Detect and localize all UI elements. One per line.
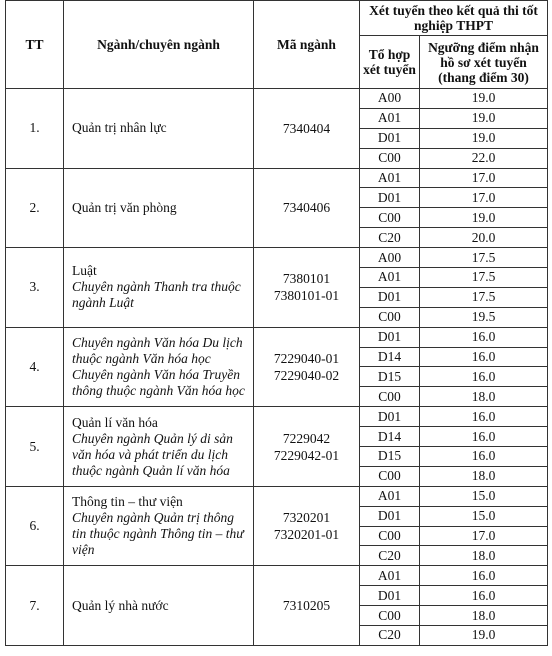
row-number: 3.: [6, 248, 64, 328]
threshold-score: 17.0: [420, 168, 548, 188]
major-code: 7340404: [282, 120, 331, 136]
major-code: 7229040-01: [273, 350, 340, 366]
major-cell: [64, 327, 254, 407]
major-cell: [64, 566, 254, 646]
subject-combination: A00: [360, 248, 420, 268]
major-code: 7320201: [282, 510, 331, 526]
admission-score-table: [5, 0, 548, 646]
threshold-score: 18.0: [420, 387, 548, 407]
subject-combination: C20: [360, 228, 420, 248]
subject-combination: C00: [360, 208, 420, 228]
threshold-score: 16.0: [420, 586, 548, 606]
threshold-score: 19.0: [420, 208, 548, 228]
major-code: 7320201-01: [273, 527, 340, 543]
major-name: Thông tin – thư viện: [72, 494, 183, 510]
major-code: 7229040-02: [273, 367, 340, 383]
subject-combination: A01: [360, 566, 420, 586]
header-threshold: Ngưỡng điểm nhận hồ sơ xét tuyển (thang điểm 30): [420, 36, 548, 89]
subject-combination: C00: [360, 148, 420, 168]
table-row: [6, 407, 548, 427]
table-row: [6, 89, 548, 109]
threshold-score: 15.0: [420, 506, 548, 526]
major-cell: [64, 89, 254, 169]
major-code: 7310205: [282, 598, 331, 614]
major-code-cell: [254, 566, 360, 646]
threshold-score: 16.0: [420, 367, 548, 387]
threshold-score: 17.0: [420, 188, 548, 208]
table-row: [6, 486, 548, 506]
table-row: [6, 566, 548, 586]
major-code: 7380101-01: [273, 288, 340, 304]
subject-combination: D01: [360, 287, 420, 307]
subject-combination: C00: [360, 606, 420, 626]
threshold-score: 17.5: [420, 248, 548, 268]
threshold-score: 17.5: [420, 287, 548, 307]
major-name: Quản lý nhà nước: [72, 597, 169, 613]
major-code: 7340406: [282, 200, 331, 216]
header-code: Mã ngành: [254, 1, 360, 89]
subject-combination: D01: [360, 506, 420, 526]
threshold-score: 19.0: [420, 108, 548, 128]
table-row: [6, 168, 548, 188]
threshold-score: 17.5: [420, 268, 548, 288]
major-cell: [64, 168, 254, 248]
subject-combination: A01: [360, 486, 420, 506]
threshold-score: 18.0: [420, 546, 548, 566]
subject-combination: D01: [360, 188, 420, 208]
subject-combination: C00: [360, 466, 420, 486]
subject-combination: C00: [360, 387, 420, 407]
threshold-score: 16.0: [420, 566, 548, 586]
specialization-name: Chuyên ngành Quản trị thông tin thuộc ngành Thông tin – thư viện: [72, 510, 244, 558]
major-code-cell: [254, 248, 360, 328]
subject-combination: D01: [360, 327, 420, 347]
row-number: 6.: [6, 486, 64, 566]
specialization-name: Chuyên ngành Quản lý di sản văn hóa và phát triển du lịch thuộc ngành Quản lí văn hóa: [72, 430, 233, 478]
major-cell: [64, 486, 254, 566]
header-tt: TT: [6, 1, 64, 89]
major-code: 7380101: [282, 271, 331, 287]
header-combination: Tổ hợp xét tuyển: [360, 36, 420, 89]
table-body: [6, 89, 548, 646]
major-code-cell: [254, 486, 360, 566]
threshold-score: 16.0: [420, 427, 548, 447]
threshold-score: 15.0: [420, 486, 548, 506]
row-number: 1.: [6, 89, 64, 169]
subject-combination: C20: [360, 626, 420, 646]
threshold-score: 17.0: [420, 526, 548, 546]
major-code-cell: [254, 407, 360, 487]
major-code: 7229042: [282, 430, 331, 446]
threshold-score: 19.0: [420, 89, 548, 109]
subject-combination: D14: [360, 427, 420, 447]
subject-combination: D15: [360, 367, 420, 387]
specialization-name: Chuyên ngành Thanh tra thuộc ngành Luật: [72, 279, 241, 311]
threshold-score: 16.0: [420, 447, 548, 467]
major-code-cell: [254, 168, 360, 248]
table-row: [6, 248, 548, 268]
header-group: Xét tuyển theo kết quả thi tốt nghiệp THPT: [360, 1, 548, 36]
subject-combination: C00: [360, 526, 420, 546]
subject-combination: C20: [360, 546, 420, 566]
admission-table-wrapper: [5, 0, 548, 646]
major-code: 7229042-01: [273, 447, 340, 463]
row-number: 5.: [6, 407, 64, 487]
subject-combination: A01: [360, 168, 420, 188]
threshold-score: 22.0: [420, 148, 548, 168]
subject-combination: A01: [360, 268, 420, 288]
threshold-score: 19.5: [420, 307, 548, 327]
threshold-score: 20.0: [420, 228, 548, 248]
subject-combination: A01: [360, 108, 420, 128]
major-cell: [64, 407, 254, 487]
header-major: Ngành/chuyên ngành: [64, 1, 254, 89]
subject-combination: D01: [360, 586, 420, 606]
subject-combination: C00: [360, 307, 420, 327]
threshold-score: 19.0: [420, 626, 548, 646]
subject-combination: D14: [360, 347, 420, 367]
row-number: 2.: [6, 168, 64, 248]
subject-combination: D15: [360, 447, 420, 467]
major-code-cell: [254, 327, 360, 407]
major-cell: [64, 248, 254, 328]
row-number: 7.: [6, 566, 64, 646]
threshold-score: 16.0: [420, 407, 548, 427]
threshold-score: 19.0: [420, 128, 548, 148]
threshold-score: 16.0: [420, 327, 548, 347]
table-row: [6, 327, 548, 347]
major-name: Quản trị văn phòng: [72, 199, 177, 215]
subject-combination: D01: [360, 128, 420, 148]
threshold-score: 16.0: [420, 347, 548, 367]
major-name: Luật: [72, 263, 97, 279]
specialization-name: Chuyên ngành Văn hóa Du lịch thuộc ngành Văn hóa học Chuyên ngành Văn hóa Truyền thông thuộc ngành Văn hóa học: [72, 334, 245, 398]
major-name: Quản trị nhân lực: [72, 120, 167, 136]
major-name: Quản lí văn hóa: [72, 414, 158, 430]
table-header: [6, 1, 548, 89]
major-code-cell: [254, 89, 360, 169]
subject-combination: D01: [360, 407, 420, 427]
row-number: 4.: [6, 327, 64, 407]
subject-combination: A00: [360, 89, 420, 109]
threshold-score: 18.0: [420, 466, 548, 486]
threshold-score: 18.0: [420, 606, 548, 626]
